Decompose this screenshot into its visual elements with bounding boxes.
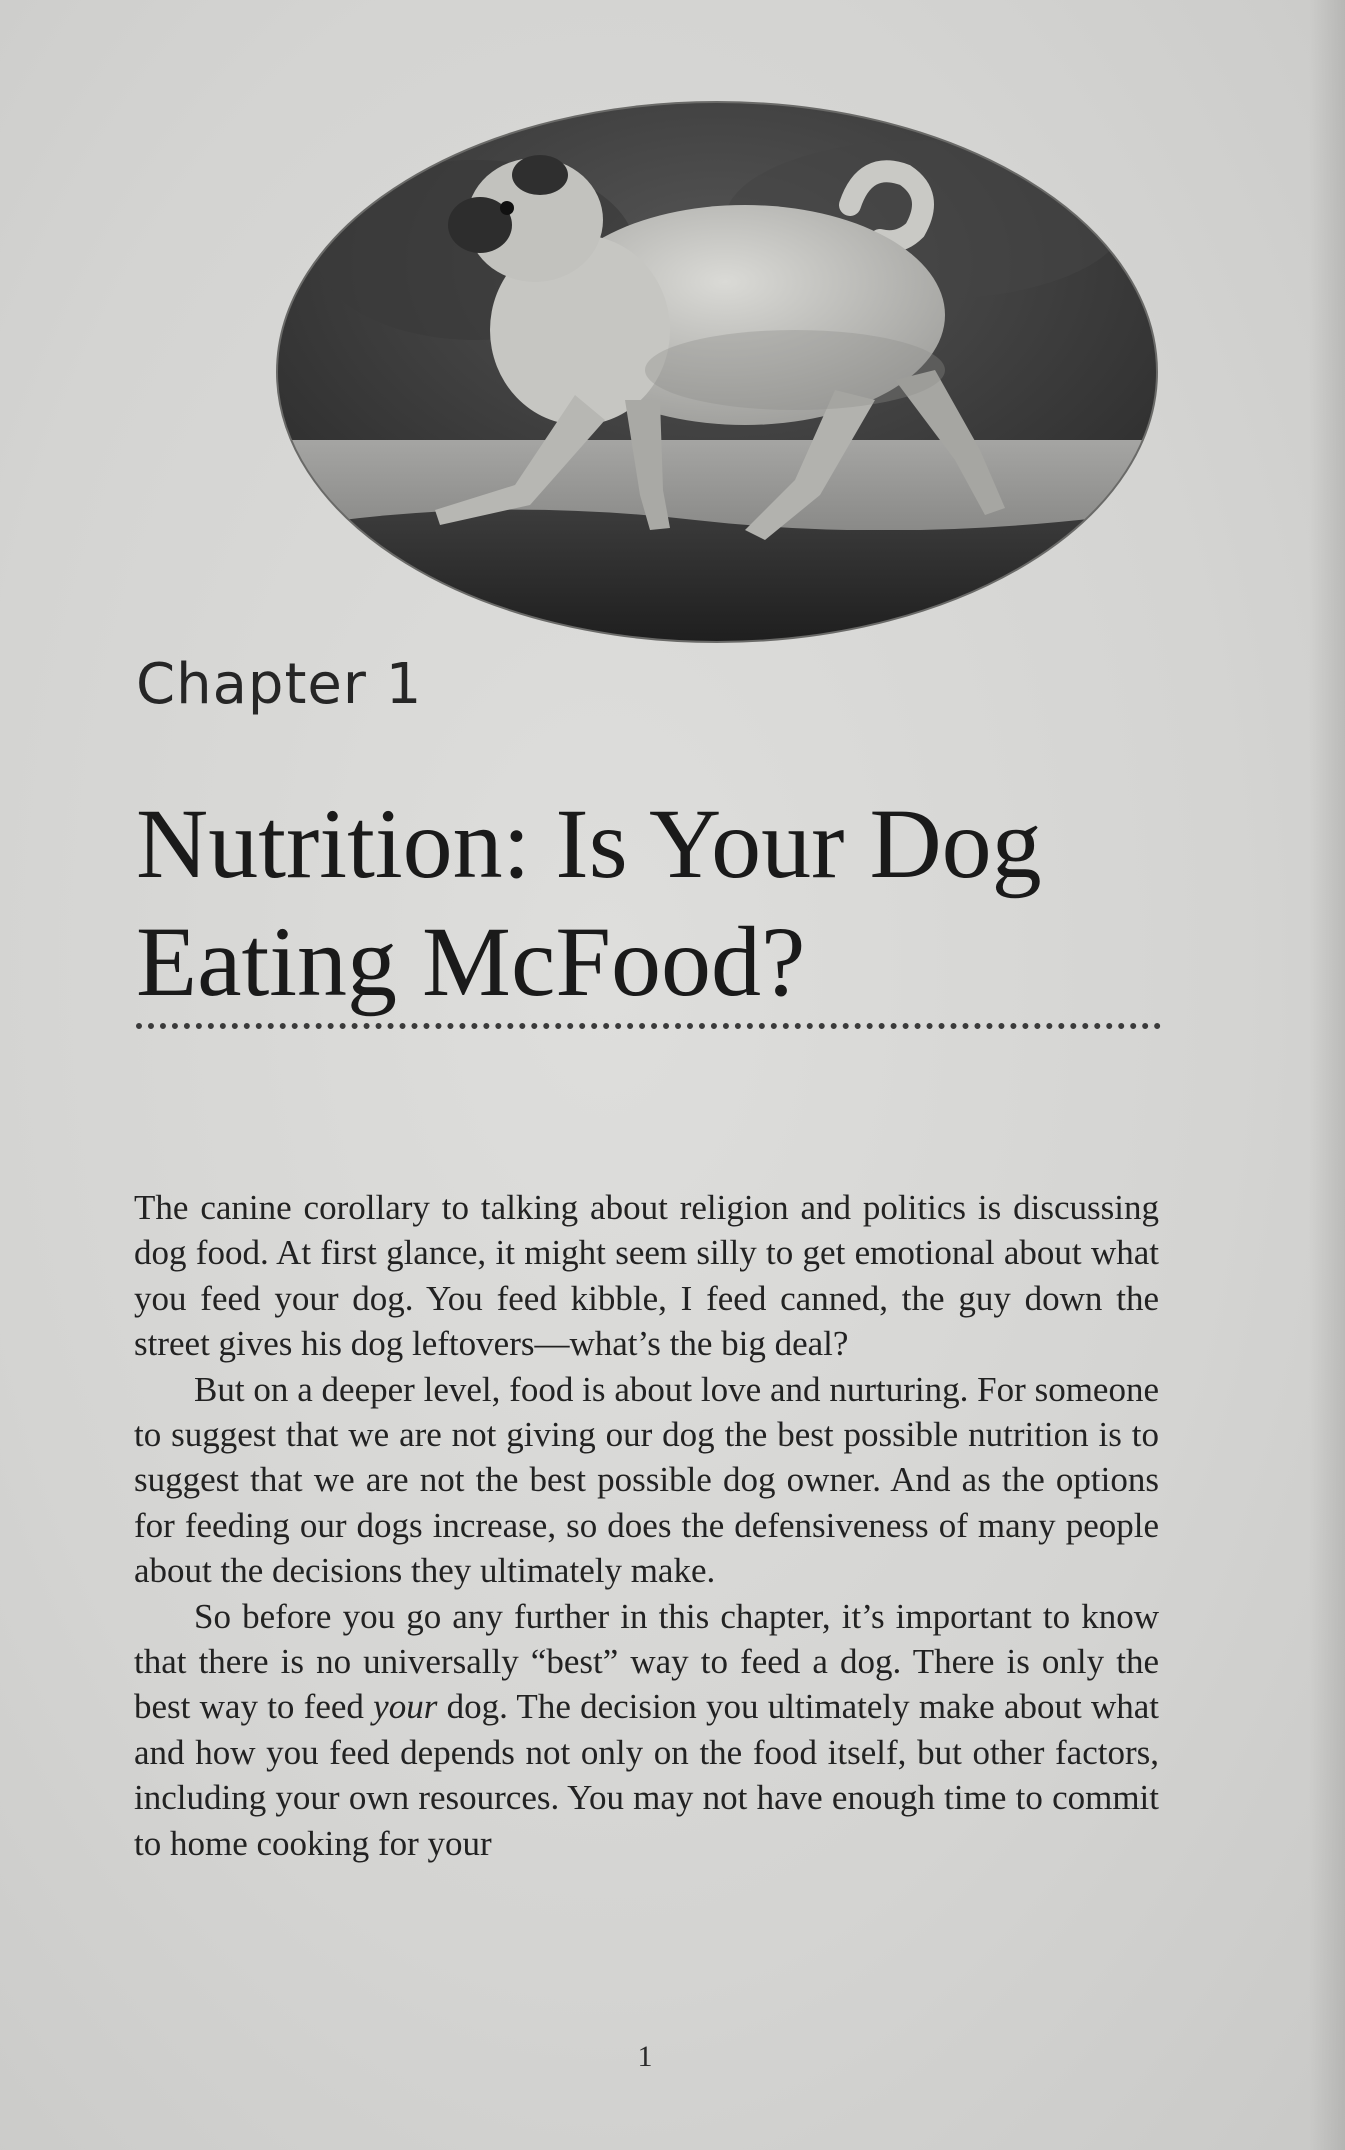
chapter-title-line-2: Eating McFood?: [136, 906, 806, 1017]
dotted-divider: [136, 1023, 1161, 1029]
chapter-label: Chapter 1: [136, 652, 423, 717]
body-text: [134, 1185, 1159, 1866]
paragraph-3-start: So before you go any further in this chapter, it’s important to know that there is no universally “best” way to feed a dog. There is only the best way to feed: [134, 1596, 1159, 1727]
paragraph-2: But on a deeper level, food is about love and nurturing. For someone to suggest that we are not giving our dog the best possible nutrition is to suggest that we are not the best possible dog owner. And as the options for feeding our dogs increase, so does the defensiveness of many people about the decisions they ultimately make.: [134, 1369, 1159, 1591]
chapter-photo-pug: [275, 100, 1160, 645]
paragraph-3-end: dog. The decision you ultimately make about what and how you feed depends not only on the food itself, but other factors, including your own resources. You may not have enough time to commit to home cooking for your: [134, 1687, 1160, 1863]
paragraph-3: [134, 1594, 1159, 1866]
chapter-title: [136, 785, 1186, 1021]
chapter-title-line-1: Nutrition: Is Your Dog: [136, 788, 1042, 899]
paragraph-3-emphasis: your: [373, 1687, 438, 1727]
paragraph-1: The canine corollary to talking about religion and politics is discussing dog food. At first glance, it might seem silly to get emotional about what you feed your dog. You feed kibble, I feed canned, the guy down the street gives his dog leftovers—what’s the big deal?: [134, 1188, 1159, 1364]
page-number: 1: [637, 2040, 653, 2073]
page-gutter-shadow: [1309, 0, 1345, 2150]
